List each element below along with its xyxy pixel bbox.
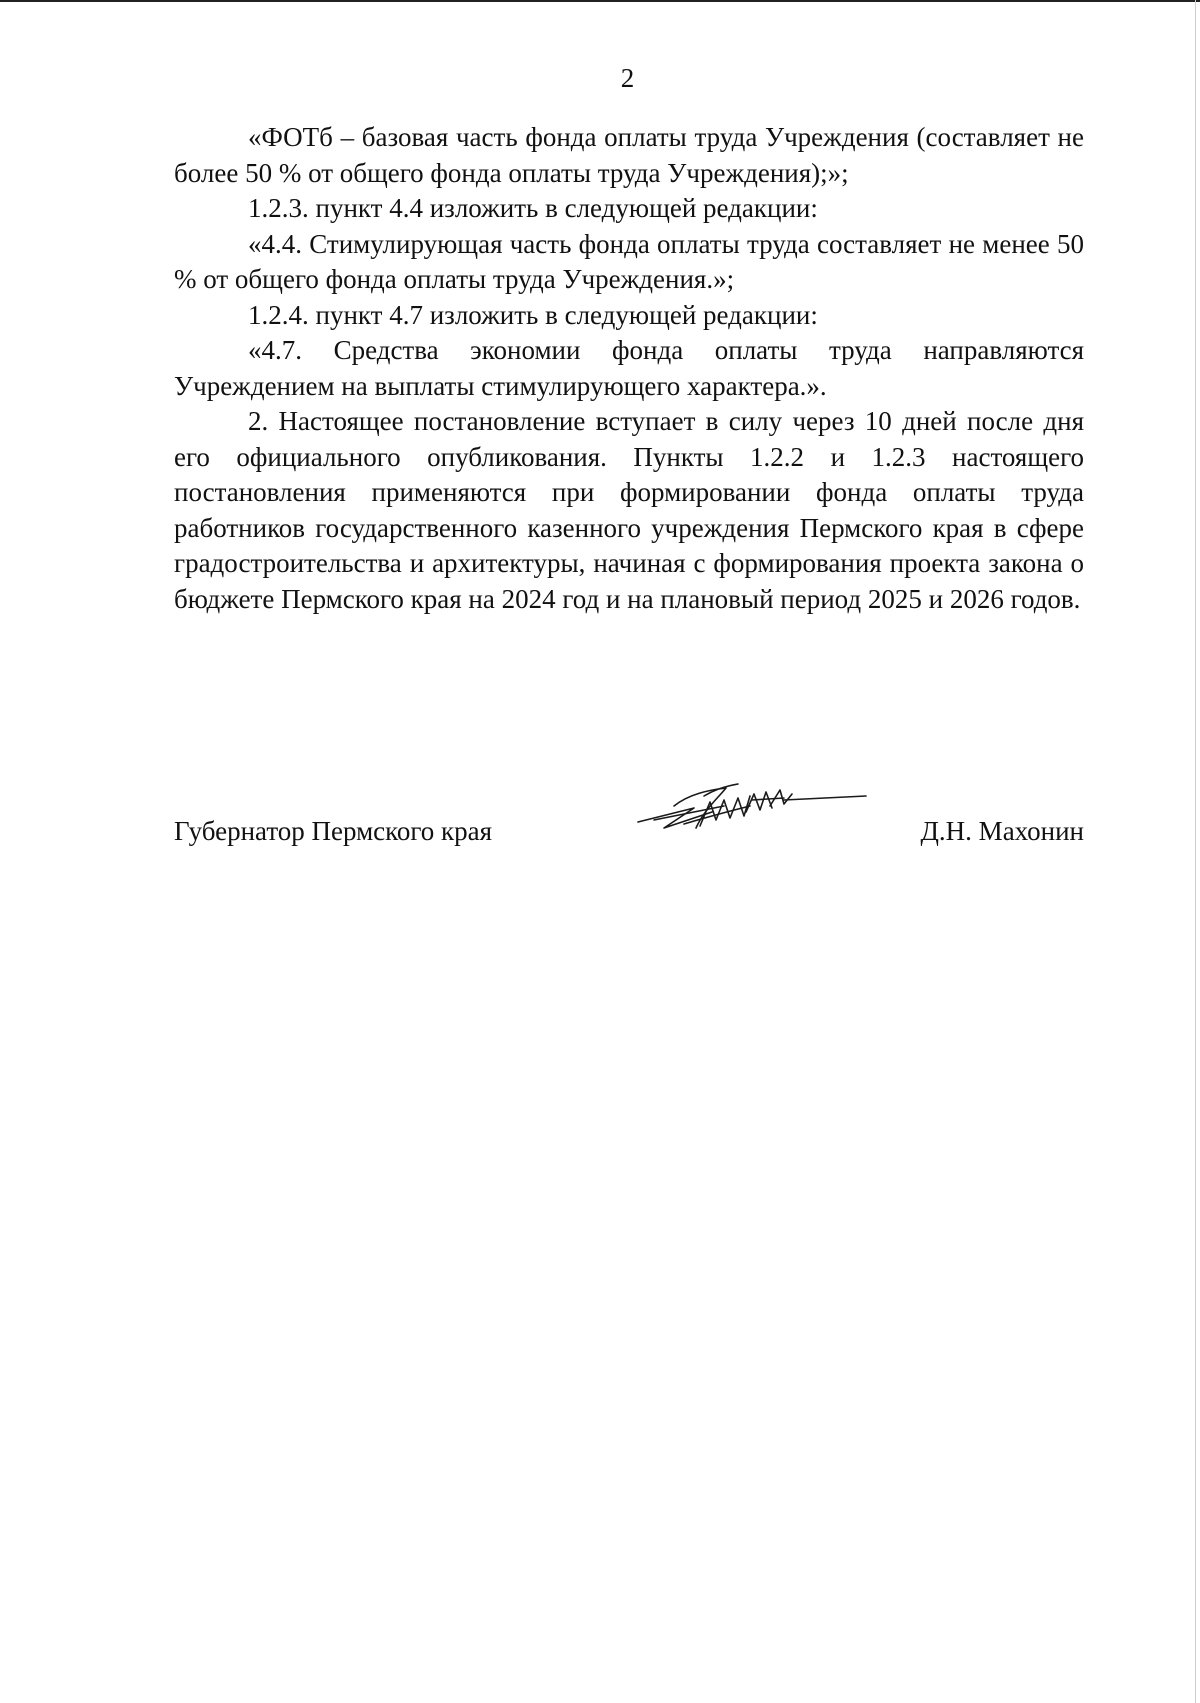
document-body [174, 120, 1084, 617]
signature-block [174, 780, 1084, 850]
handwritten-signature [634, 776, 874, 846]
paragraph-4-7: «4.7. Средства экономии фонда оплаты труда направляются Учреждением на выплаты стимулирующего характера.». [174, 335, 1084, 401]
paragraph-4-4: «4.4. Стимулирующая часть фонда оплаты труда составляет не менее 50 % от общего фонда оплаты труда Учреждения.»; [174, 228, 1084, 294]
signatory-name: Д.Н. Махонин [920, 816, 1084, 846]
paragraph-1-2-4: 1.2.4. пункт 4.7 изложить в следующей редакции: [248, 299, 818, 330]
paragraph-1-2-3: 1.2.3. пункт 4.4 изложить в следующей редакции: [248, 193, 818, 223]
signatory-title: Губернатор Пермского края [174, 816, 493, 846]
scan-top-edge [0, 0, 1200, 2]
paragraph-2-effective-date: 2. Настоящее постановление вступает в силу через 10 дней после дня его официального опубликования. Пункты 1.2.2 и 1.2.3 настоящего постановления применяются при формировании фонда оплаты труда работников государственного казенного учреждения Пермского края в сфере градостроительства и архитектуры, начиная с формирования проекта закона о бюджете Пермского края на 2024 год и на плановый период 2025 и 2026 годов. [174, 406, 1084, 614]
paragraph-fotb-definition: «ФОТб – базовая часть фонда оплаты труда Учреждения (составляет не более 50 % от общего фонда оплаты труда Учреждения);»; [174, 122, 1084, 188]
page-number: 2 [620, 63, 635, 93]
scan-right-edge [1195, 0, 1196, 1703]
